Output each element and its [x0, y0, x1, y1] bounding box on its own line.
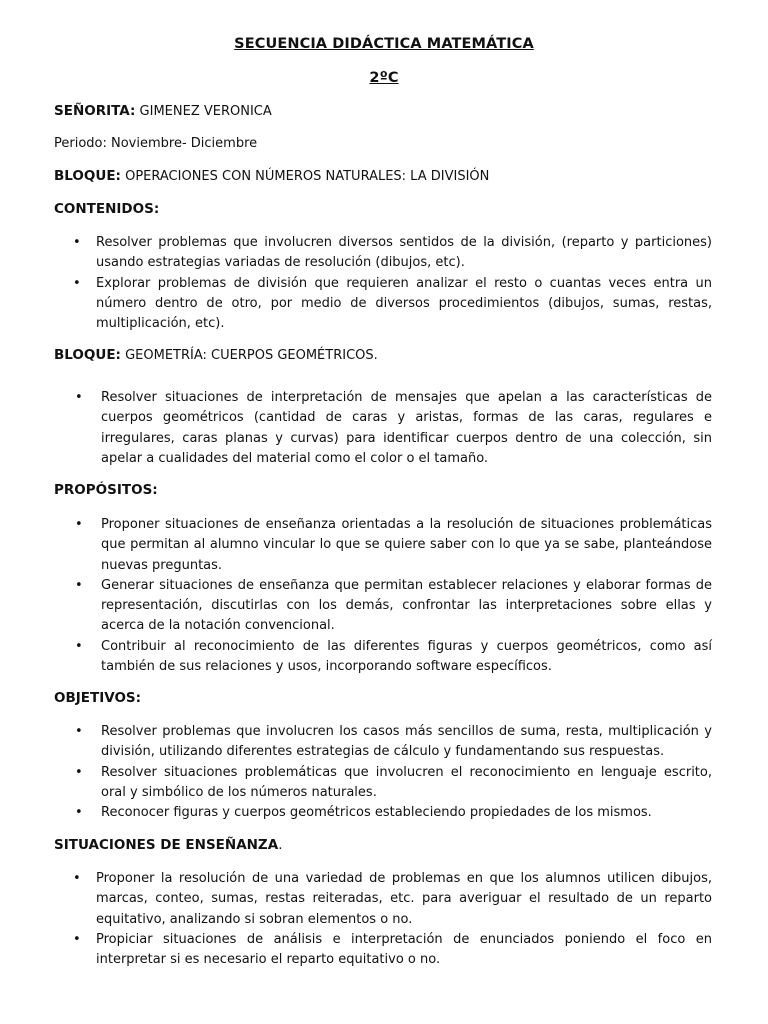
bullet-icon: •: [75, 764, 83, 780]
bullet-icon: •: [75, 724, 83, 739]
bullet-icon: •: [75, 638, 83, 654]
list-item: • Resolver situaciones problemáticas que involucren el reconocimiento en lenguaje escrito, oral y simbólico de los números naturales.: [75, 764, 712, 800]
bullet-icon: •: [75, 577, 83, 593]
list-item: • Proponer situaciones de enseñanza orientadas a la resolución de situaciones problemáticas que permitan al alumno vincular lo que se quiere saber con lo que ya se sabe, planteándose nuevas preguntas.: [75, 517, 712, 573]
bullet-icon: •: [73, 931, 81, 947]
bloque1-line: [54, 168, 489, 184]
document-subtitle: 2ºC: [369, 70, 399, 86]
bloque1-value: OPERACIONES CON NÚMEROS NATURALES: LA DIVISIÓN: [125, 169, 490, 184]
list-item: • Propiciar situaciones de análisis e interpretación de enunciados poniendo el foco en interpretar si es necesario el reparto equitativo o no.: [73, 931, 712, 968]
period-line: Periodo: Noviembre- Diciembre: [54, 136, 258, 151]
list-item: • Resolver problemas que involucren diversos sentidos de la división, (reparto y particiones) usando estrategias variadas de resolución (dibujos, etc).: [73, 235, 712, 271]
bullet-icon: •: [73, 275, 81, 291]
geometria-list: [75, 388, 712, 469]
contenidos-heading: CONTENIDOS:: [54, 201, 160, 217]
bullet-icon: •: [75, 390, 83, 405]
propositos-list: [75, 515, 712, 677]
teacher-value: GIMENEZ VERONICA: [139, 104, 272, 119]
bloque2-value: GEOMETRÍA: CUERPOS GEOMÉTRICOS.: [125, 348, 378, 363]
list-item: • Resolver problemas que involucren los casos más sencillos de suma, resta, multiplicación y división, utilizando diferentes estrategias de cálculo y fundamentando sus respuestas.: [75, 724, 712, 760]
bullet-icon: •: [73, 871, 81, 886]
teacher-label: SEÑORITA:: [54, 103, 136, 119]
document-title: SECUENCIA DIDÁCTICA MATEMÁTICA: [234, 36, 534, 52]
list-item: • Resolver situaciones de interpretación de mensajes que apelan a las características de cuerpos geométricos (cantidad de caras y aristas, formas de las caras, regulares e irregulares, caras planas y curvas) para identificar cuerpos dentro de una colección, sin apelar a cualidades del material como el color o el tamaño.: [75, 390, 712, 466]
propositos-heading: PROPÓSITOS:: [54, 482, 158, 498]
bloque2-line: [54, 347, 378, 363]
situaciones-heading: SITUACIONES DE ENSEÑANZA.: [54, 837, 283, 853]
teacher-line: [54, 103, 272, 119]
list-item: • Proponer la resolución de una variedad de problemas en que los alumnos utilicen dibujos, marcas, conteo, sumas, restas reiteradas, etc. para averiguar el resultado de un reparto equitativo, analizando si sobran elementos o no.: [73, 871, 712, 927]
list-item: • Explorar problemas de división que requieren analizar el resto o cuantas veces entra un número dentro de otro, por medio de diversos procedimientos (dibujos, sumas, restas, multiplicación, etc).: [73, 275, 712, 332]
list-item: • Generar situaciones de enseñanza que permitan establecer relaciones y elaborar formas de representación, discutirlas con los demás, confrontar las interpretaciones sobre ellas y acerca de la notación convencional.: [75, 577, 712, 634]
contenidos-list: [73, 233, 712, 334]
list-item: • Contribuir al reconocimiento de las diferentes figuras y cuerpos geométricos, como así también de sus relaciones y usos, incorporando software específicos.: [75, 638, 712, 675]
bullet-icon: •: [75, 517, 83, 532]
objetivos-list: [75, 722, 712, 823]
objetivos-heading: OBJETIVOS:: [54, 690, 142, 706]
list-item: • Reconocer figuras y cuerpos geométricos estableciendo propiedades de los mismos.: [101, 803, 712, 823]
bloque1-label: BLOQUE:: [54, 168, 121, 184]
bullet-icon: •: [73, 235, 81, 250]
bullet-icon: •: [75, 805, 83, 821]
situaciones-list: [73, 869, 712, 970]
bloque2-label: BLOQUE:: [54, 347, 121, 363]
